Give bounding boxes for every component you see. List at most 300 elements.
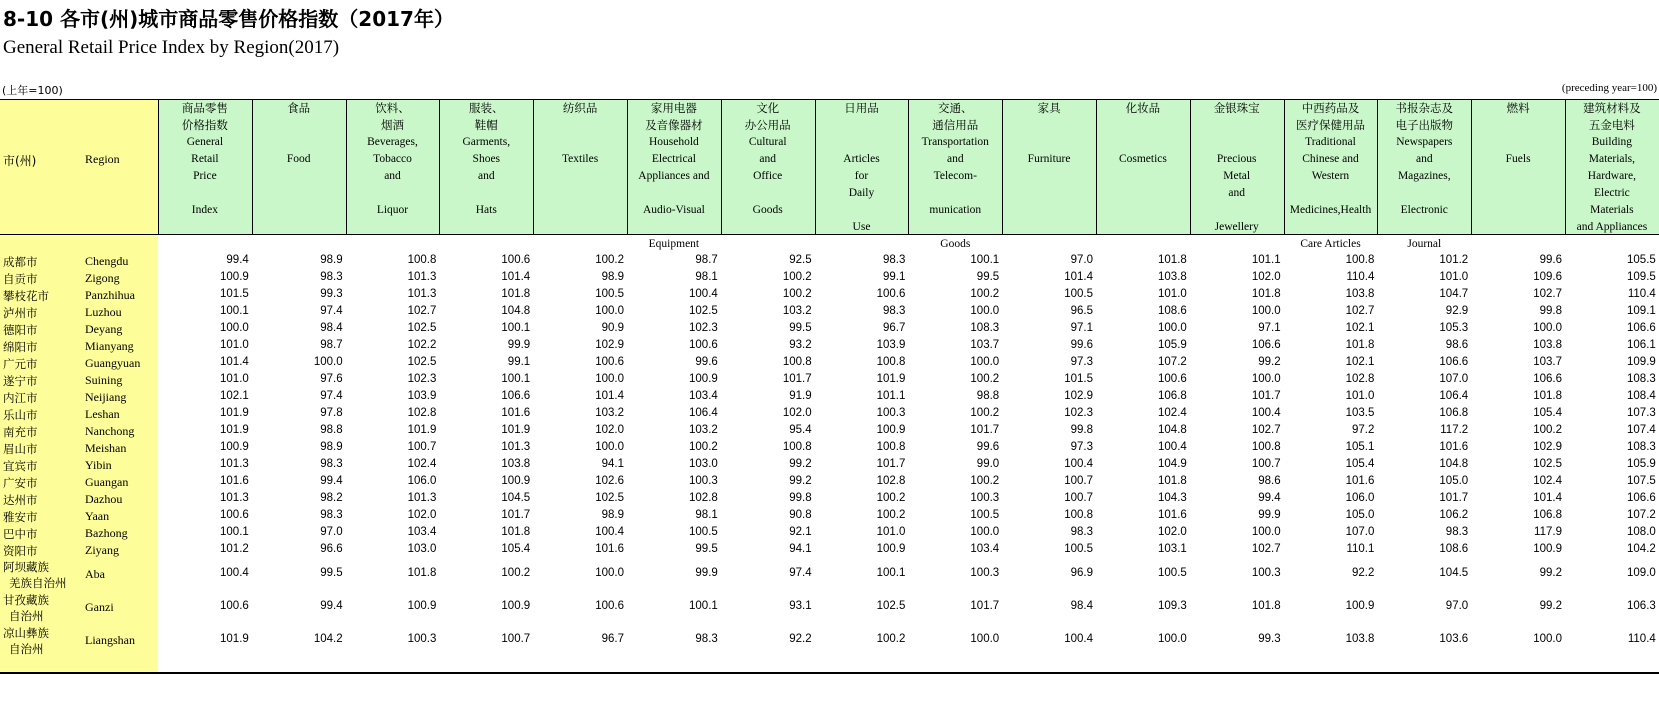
city-name-cn xyxy=(3,254,38,270)
index-value: 103.2 xyxy=(782,305,812,317)
column-header-en xyxy=(1378,219,1470,236)
region-name-en: Ganzi xyxy=(85,600,114,614)
column-header-en: Journal xyxy=(1407,238,1442,250)
index-value: 106.0 xyxy=(407,475,437,487)
index-value: 101.6 xyxy=(1158,509,1187,521)
column-header-en: Fuels xyxy=(1505,153,1531,165)
column-header-en: Liquor xyxy=(376,204,409,216)
region-name-en: Luzhou xyxy=(85,305,122,319)
table-row xyxy=(0,373,1659,390)
column-header xyxy=(1285,100,1377,250)
column-header-en: Appliances and xyxy=(638,170,710,182)
region-name-en: Ziyang xyxy=(85,543,119,557)
index-value: 99.5 xyxy=(320,567,343,579)
index-value: 101.7 xyxy=(970,600,1000,612)
index-value: 100.1 xyxy=(220,305,249,317)
index-value: 100.7 xyxy=(1251,458,1281,470)
index-value: 98.8 xyxy=(320,424,343,436)
index-value: 102.8 xyxy=(1345,373,1375,385)
column-header-cn: 商品零售 xyxy=(181,101,228,115)
index-value: 97.0 xyxy=(1070,254,1093,266)
index-value: 101.7 xyxy=(1439,492,1469,504)
index-value: 106.6 xyxy=(501,390,531,402)
index-value: 105.9 xyxy=(1627,458,1656,470)
index-value: 100.5 xyxy=(970,509,1000,521)
index-value: 101.8 xyxy=(1345,339,1375,351)
table-row xyxy=(0,526,1659,543)
index-value: 104.7 xyxy=(1439,288,1469,300)
index-value: 98.3 xyxy=(1445,526,1469,538)
column-header-en: Telecom- xyxy=(933,170,977,182)
index-value: 101.0 xyxy=(1439,271,1469,283)
index-value: 108.6 xyxy=(1439,543,1469,555)
index-value: 101.4 xyxy=(220,356,249,368)
index-value: 103.9 xyxy=(407,390,437,402)
column-header-en: Newspapers xyxy=(1396,136,1453,148)
column-header xyxy=(722,100,814,234)
index-value: 97.4 xyxy=(789,567,812,579)
index-value: 101.2 xyxy=(220,543,249,555)
column-header-en: Cultural xyxy=(748,136,787,148)
column-header-en: and xyxy=(1415,153,1433,165)
index-value: 100.9 xyxy=(1345,600,1375,612)
index-value: 100.4 xyxy=(1064,633,1093,645)
index-value: 98.1 xyxy=(695,509,718,521)
index-value: 99.1 xyxy=(883,271,906,283)
city-name-cn xyxy=(3,458,38,474)
index-value: 100.0 xyxy=(970,526,1000,538)
city-name-cn xyxy=(3,475,38,491)
index-value: 99.2 xyxy=(1539,567,1562,579)
index-value: 102.2 xyxy=(407,339,437,351)
column-header-en: Daily xyxy=(848,187,875,199)
header-city-cn: 市(州) xyxy=(3,154,37,168)
index-value: 100.9 xyxy=(501,475,531,487)
index-value: 101.2 xyxy=(1439,254,1469,266)
index-value: 101.8 xyxy=(501,526,531,538)
index-value: 102.3 xyxy=(407,373,437,385)
index-value: 100.2 xyxy=(970,373,1000,385)
index-value: 101.4 xyxy=(595,390,624,402)
index-value: 97.3 xyxy=(1070,441,1093,453)
index-value: 101.9 xyxy=(220,407,249,419)
table-row xyxy=(0,492,1659,509)
column-header-cn: 交通、 xyxy=(938,101,973,115)
column-header-en xyxy=(816,134,908,151)
index-value: 97.1 xyxy=(1070,322,1093,334)
index-value: 98.4 xyxy=(320,322,343,334)
city-name-cn xyxy=(3,322,38,338)
table-row xyxy=(0,594,1659,627)
column-header-en xyxy=(534,134,626,151)
column-header-en xyxy=(253,134,345,151)
index-value: 92.2 xyxy=(1352,567,1375,579)
column-header-en: munication xyxy=(929,204,982,216)
city-name-cn-line: 成都市 xyxy=(3,255,38,269)
region-name-en: Guangan xyxy=(85,475,129,489)
column-header-en: Furniture xyxy=(1027,153,1071,165)
index-value: 98.9 xyxy=(320,254,343,266)
table-row xyxy=(0,627,1659,660)
index-value: 100.9 xyxy=(407,600,437,612)
index-value: 102.7 xyxy=(407,305,437,317)
table-row xyxy=(0,356,1659,373)
index-value: 92.1 xyxy=(789,526,812,538)
city-name-cn-line: 达州市 xyxy=(3,493,38,507)
table-row xyxy=(0,254,1659,271)
index-value: 101.8 xyxy=(407,567,437,579)
index-value: 100.2 xyxy=(689,441,718,453)
index-value: 101.5 xyxy=(1064,373,1093,385)
header-spacer xyxy=(1191,117,1283,134)
city-name-cn-line: 泸州市 xyxy=(3,306,38,320)
index-value: 102.7 xyxy=(1345,305,1375,317)
table-bottom-rule xyxy=(0,672,1659,674)
city-name-cn-line: 遂宁市 xyxy=(3,374,38,388)
region-name-en: Nanchong xyxy=(85,424,135,438)
index-value: 102.5 xyxy=(689,305,718,317)
index-value: 101.8 xyxy=(1251,600,1281,612)
index-value: 104.8 xyxy=(1439,458,1469,470)
header-region: Region xyxy=(85,152,120,166)
index-value: 99.3 xyxy=(1258,633,1281,645)
index-value: 101.8 xyxy=(1251,288,1281,300)
index-value: 100.8 xyxy=(1251,441,1281,453)
table-row xyxy=(0,543,1659,560)
city-name-cn-line: 雅安市 xyxy=(3,510,38,524)
column-header-en: and xyxy=(1228,187,1245,199)
index-value: 97.8 xyxy=(320,407,343,419)
index-value: 105.1 xyxy=(1345,441,1375,453)
index-value: 106.6 xyxy=(1533,373,1562,385)
index-value: 110.4 xyxy=(1627,288,1656,300)
header-spacer xyxy=(816,117,908,134)
column-header-en: Materials, xyxy=(1588,153,1636,165)
index-value: 97.0 xyxy=(320,526,343,538)
index-value: 100.2 xyxy=(501,567,531,579)
region-name-en: Meishan xyxy=(85,441,127,455)
index-value: 100.6 xyxy=(595,600,624,612)
index-value: 100.0 xyxy=(1158,322,1187,334)
index-value: 101.3 xyxy=(501,441,531,453)
index-value: 100.2 xyxy=(1533,424,1562,436)
column-header-cn: 服装、 xyxy=(469,101,504,115)
index-value: 102.1 xyxy=(220,390,249,402)
index-value: 100.9 xyxy=(501,600,531,612)
column-header-en: Western xyxy=(1311,170,1350,182)
index-value: 99.2 xyxy=(1539,600,1562,612)
index-value: 106.8 xyxy=(1158,390,1187,402)
column-header-en: Chinese and xyxy=(1302,153,1359,165)
index-value: 100.5 xyxy=(689,526,718,538)
index-value: 96.9 xyxy=(1070,567,1093,579)
column-header-en: Electronic xyxy=(1400,204,1448,216)
region-name-en: Neijiang xyxy=(85,390,127,404)
region-name-en: Dazhou xyxy=(85,492,123,506)
index-value: 98.6 xyxy=(1258,475,1281,487)
region-name-en: Bazhong xyxy=(85,526,128,540)
index-value: 102.8 xyxy=(876,475,906,487)
index-value: 109.0 xyxy=(1627,567,1656,579)
column-header-en xyxy=(909,219,1001,236)
column-header xyxy=(628,100,720,250)
table-row xyxy=(0,390,1659,407)
index-value: 101.7 xyxy=(876,458,906,470)
index-value: 109.3 xyxy=(1158,600,1187,612)
index-value: 107.0 xyxy=(1439,373,1469,385)
index-value: 100.1 xyxy=(501,322,531,334)
index-value: 103.6 xyxy=(1439,633,1469,645)
table-row xyxy=(0,271,1659,288)
index-value: 99.5 xyxy=(976,271,1000,283)
index-value: 98.3 xyxy=(1070,526,1093,538)
column-header-cn: 医疗保健用品 xyxy=(1295,118,1365,132)
index-value: 100.3 xyxy=(970,492,1000,504)
index-value: 100.6 xyxy=(501,254,531,266)
index-value: 100.8 xyxy=(1345,254,1375,266)
index-value: 99.0 xyxy=(976,458,1000,470)
index-value: 100.1 xyxy=(876,567,906,579)
region-name-en: Guangyuan xyxy=(85,356,141,370)
index-value: 99.6 xyxy=(1070,339,1093,351)
index-value: 96.6 xyxy=(320,543,343,555)
index-value: 92.2 xyxy=(789,633,812,645)
index-value: 98.3 xyxy=(320,458,343,470)
index-value: 108.6 xyxy=(1158,305,1187,317)
column-header-en xyxy=(722,185,814,202)
index-value: 92.5 xyxy=(789,254,812,266)
index-value: 108.3 xyxy=(970,322,1000,334)
unit-note-cn: (上年=100) xyxy=(2,84,63,97)
index-value: 100.0 xyxy=(595,441,624,453)
index-value: 99.9 xyxy=(507,339,531,351)
index-value: 101.9 xyxy=(220,424,249,436)
index-value: 100.7 xyxy=(407,441,437,453)
column-header-en xyxy=(909,185,1001,202)
index-value: 100.6 xyxy=(689,339,718,351)
column-header-en: Use xyxy=(852,221,871,233)
index-value: 100.9 xyxy=(220,271,249,283)
index-value: 110.4 xyxy=(1346,271,1375,283)
column-header-en: and xyxy=(759,153,776,165)
index-value: 100.9 xyxy=(689,373,718,385)
column-header-en xyxy=(1191,134,1283,151)
index-value: 103.7 xyxy=(1533,356,1562,368)
index-value: 98.4 xyxy=(1070,600,1093,612)
index-value: 106.8 xyxy=(1533,509,1562,521)
index-value: 106.6 xyxy=(1439,356,1469,368)
column-header-cn: 通信用品 xyxy=(932,118,979,132)
index-value: 107.0 xyxy=(1345,526,1375,538)
index-value: 103.8 xyxy=(1345,288,1375,300)
index-value: 100.1 xyxy=(501,373,531,385)
index-value: 105.9 xyxy=(1158,339,1187,351)
city-name-cn-line: 自贡市 xyxy=(3,272,38,286)
index-value: 105.5 xyxy=(1627,254,1656,266)
column-header-en: Equipment xyxy=(648,238,700,250)
index-value: 106.4 xyxy=(689,407,718,419)
index-value: 102.9 xyxy=(1533,441,1562,453)
index-value: 101.4 xyxy=(1533,492,1562,504)
index-value: 101.9 xyxy=(220,633,249,645)
header-spacer xyxy=(534,117,626,134)
header-spacer xyxy=(253,117,345,134)
index-value: 100.0 xyxy=(595,373,624,385)
index-value: 100.7 xyxy=(1064,492,1093,504)
table-row xyxy=(0,458,1659,475)
index-value: 104.5 xyxy=(1439,567,1469,579)
index-value: 99.2 xyxy=(789,475,812,487)
index-value: 98.3 xyxy=(695,633,718,645)
index-value: 109.1 xyxy=(1627,305,1656,317)
index-value: 117.9 xyxy=(1534,526,1562,538)
index-value: 102.8 xyxy=(689,492,718,504)
index-value: 101.6 xyxy=(595,543,624,555)
index-value: 97.2 xyxy=(1352,424,1375,436)
city-name-cn-line: 攀枝花市 xyxy=(3,289,49,303)
column-header-en: Articles xyxy=(843,153,880,165)
index-value: 102.5 xyxy=(595,492,624,504)
index-value: 102.3 xyxy=(689,322,718,334)
table-row xyxy=(0,322,1659,339)
city-name-cn-line: 阿坝藏族 xyxy=(3,560,49,574)
index-value: 101.3 xyxy=(220,492,249,504)
index-value: 100.7 xyxy=(1064,475,1093,487)
index-value: 100.8 xyxy=(782,441,812,453)
index-value: 102.9 xyxy=(1064,390,1093,402)
region-name-en: Panzhihua xyxy=(85,288,135,302)
city-name-cn xyxy=(3,356,38,372)
column-header-en: Textiles xyxy=(561,153,599,165)
index-value: 109.9 xyxy=(1627,356,1656,368)
index-value: 102.7 xyxy=(1251,424,1281,436)
city-name-cn xyxy=(3,441,38,457)
index-value: 102.0 xyxy=(595,424,624,436)
column-header xyxy=(1378,100,1470,250)
index-value: 100.2 xyxy=(595,254,624,266)
column-header-en: General xyxy=(186,136,224,148)
index-value: 102.4 xyxy=(1533,475,1562,487)
index-value: 101.9 xyxy=(407,424,437,436)
column-header-cn: 中西药品及 xyxy=(1301,101,1360,115)
column-header-en xyxy=(628,185,720,202)
index-value: 91.9 xyxy=(789,390,812,402)
column-header-en: Audio-Visual xyxy=(642,204,705,216)
city-name-cn-line: 南充市 xyxy=(3,425,38,439)
index-value: 98.9 xyxy=(601,509,624,521)
city-name-cn xyxy=(3,339,38,355)
index-value: 93.2 xyxy=(789,339,812,351)
column-header-cn: 燃料 xyxy=(1506,101,1530,115)
column-header-en: Traditional xyxy=(1305,136,1356,148)
index-value: 101.9 xyxy=(501,424,531,436)
index-value: 106.1 xyxy=(1627,339,1656,351)
index-value: 98.7 xyxy=(320,339,343,351)
index-value: 103.0 xyxy=(689,458,718,470)
region-name-en: Chengdu xyxy=(85,254,129,268)
index-value: 100.0 xyxy=(1158,633,1187,645)
city-name-cn xyxy=(3,543,38,559)
index-value: 101.8 xyxy=(1158,475,1187,487)
index-value: 100.2 xyxy=(970,475,1000,487)
index-value: 106.2 xyxy=(1439,509,1469,521)
index-value: 101.3 xyxy=(407,288,437,300)
column-header xyxy=(440,100,532,234)
table-row xyxy=(0,339,1659,356)
index-value: 103.4 xyxy=(689,390,718,402)
index-value: 97.0 xyxy=(1445,600,1469,612)
column-header-en: Hats xyxy=(475,204,497,216)
city-name-cn-line: 宜宾市 xyxy=(3,459,38,473)
column-header-en xyxy=(347,185,439,202)
column-header-en xyxy=(1003,134,1095,151)
column-header-en: Goods xyxy=(752,204,783,216)
city-name-cn-line: 甘孜藏族 xyxy=(3,593,49,607)
index-value: 101.0 xyxy=(876,526,906,538)
index-value: 99.4 xyxy=(226,254,249,266)
index-value: 104.8 xyxy=(501,305,531,317)
column-header-cn: 食品 xyxy=(287,101,311,115)
column-header-cn: 家用电器 xyxy=(650,101,697,115)
index-value: 106.3 xyxy=(1627,600,1656,612)
city-name-cn xyxy=(3,625,49,657)
index-value: 100.5 xyxy=(1064,288,1093,300)
city-name-cn xyxy=(3,373,38,389)
column-header-en: Transportation xyxy=(921,136,989,148)
city-name-cn xyxy=(3,424,38,440)
index-value: 93.1 xyxy=(789,600,812,612)
column-header-cn: 文化 xyxy=(756,101,780,115)
column-header-en: Retail xyxy=(191,153,219,165)
index-value: 100.0 xyxy=(1251,526,1281,538)
column-header-cn: 及音像器材 xyxy=(645,118,703,132)
city-name-cn-line: 广元市 xyxy=(3,357,38,371)
index-value: 103.8 xyxy=(1345,633,1375,645)
region-name-en: Liangshan xyxy=(85,633,135,647)
column-header-en: Medicines,Health xyxy=(1289,204,1372,216)
index-value: 101.5 xyxy=(220,288,249,300)
index-value: 102.0 xyxy=(782,407,812,419)
city-name-cn-line: 内江市 xyxy=(3,391,38,405)
region-name-en: Aba xyxy=(85,567,105,581)
column-header-cn: 电子出版物 xyxy=(1395,118,1454,132)
index-value: 100.4 xyxy=(1251,407,1281,419)
index-value: 104.2 xyxy=(313,633,343,645)
index-value: 101.0 xyxy=(1158,288,1187,300)
index-value: 105.4 xyxy=(1533,407,1562,419)
column-header-cn: 价格指数 xyxy=(181,118,228,132)
region-name-en: Suining xyxy=(85,373,123,387)
index-value: 99.6 xyxy=(1539,254,1562,266)
index-value: 100.1 xyxy=(689,600,718,612)
index-value: 100.0 xyxy=(220,322,249,334)
index-value: 101.0 xyxy=(220,373,249,385)
header-spacer xyxy=(1472,117,1564,134)
index-value: 100.5 xyxy=(595,288,624,300)
index-value: 100.8 xyxy=(407,254,437,266)
index-value: 100.8 xyxy=(1064,509,1093,521)
city-name-cn-line: 绵阳市 xyxy=(3,340,38,354)
column-header-en xyxy=(1097,134,1189,151)
index-value: 100.7 xyxy=(501,633,531,645)
index-value: 98.3 xyxy=(320,509,343,521)
column-header-en xyxy=(1285,219,1377,236)
city-name-cn xyxy=(3,559,67,591)
index-value: 99.9 xyxy=(695,567,718,579)
index-value: 102.7 xyxy=(1533,288,1562,300)
column-header xyxy=(159,100,251,234)
index-value: 103.5 xyxy=(1345,407,1375,419)
